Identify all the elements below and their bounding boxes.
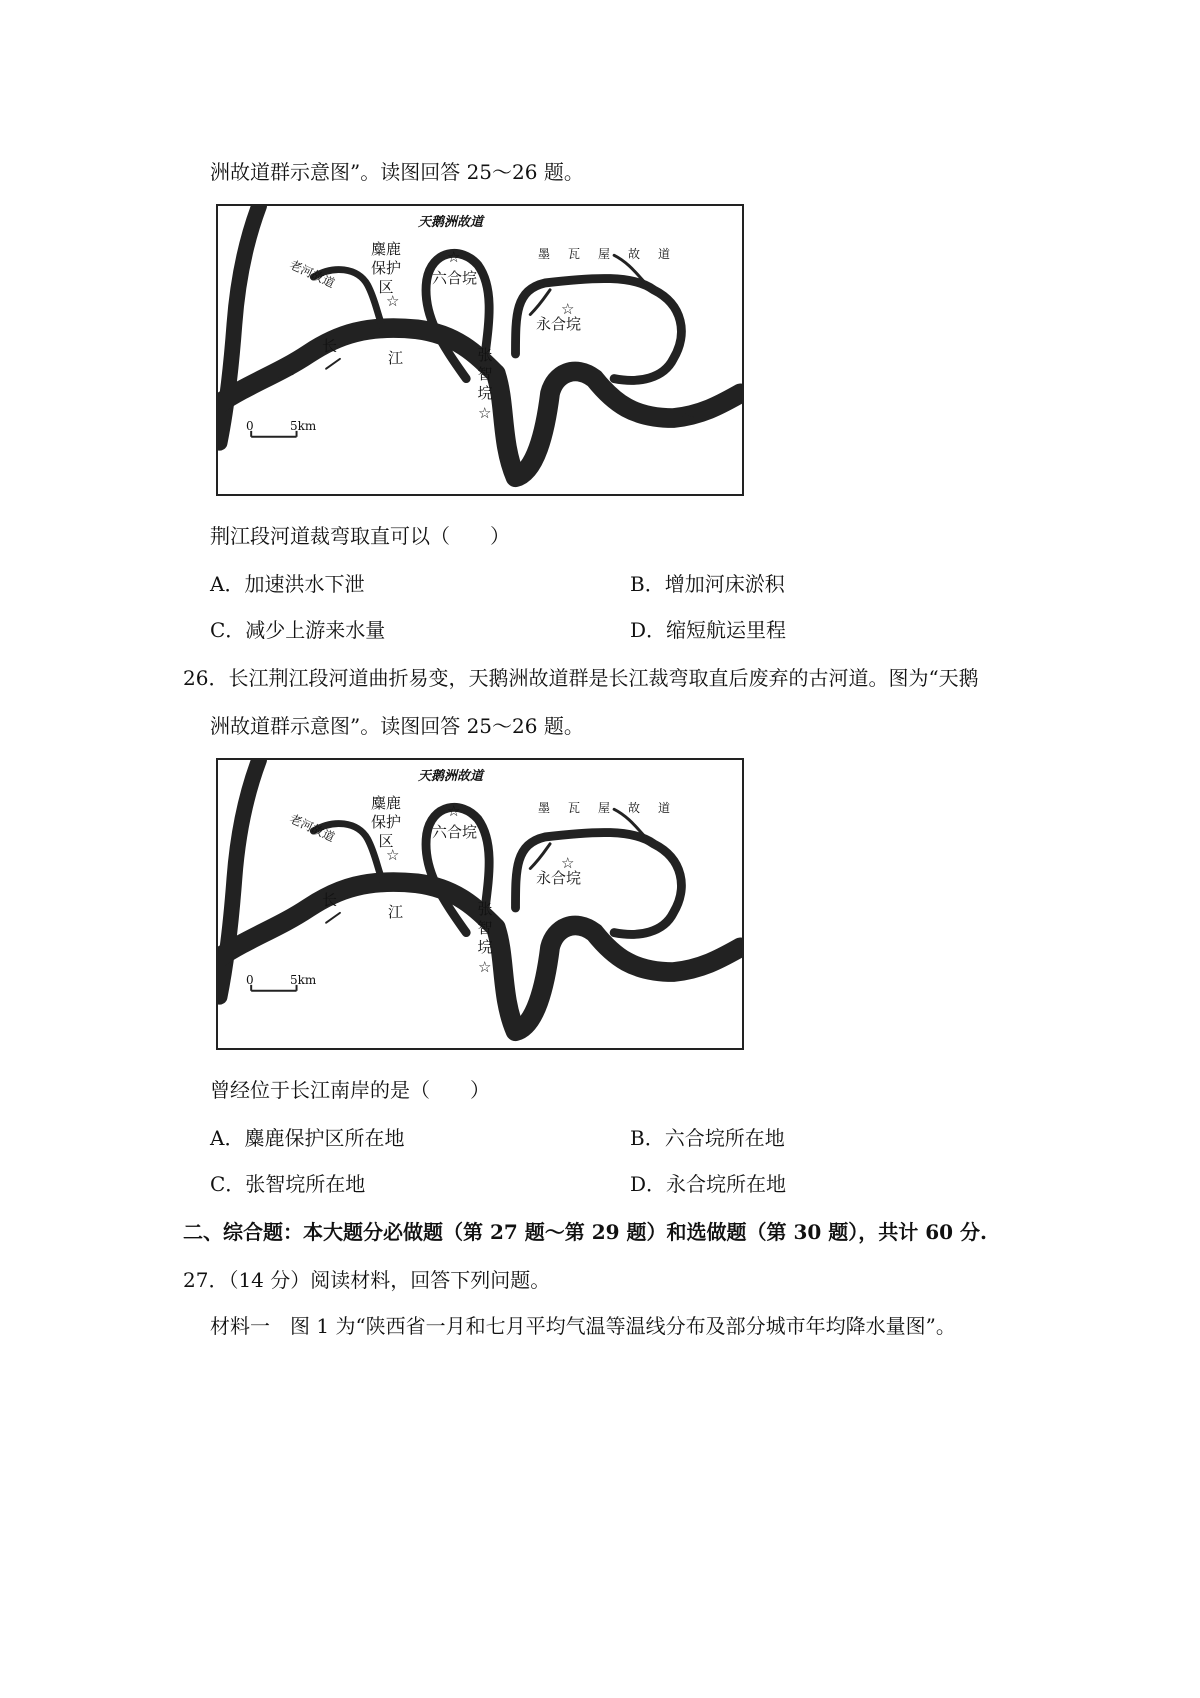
q25-option-b: B．增加河床淤积	[630, 572, 785, 596]
q25-option-a: A．加速洪水下泄	[210, 572, 365, 596]
zhangzhi-label: 张智垸	[477, 900, 493, 956]
q25-option-d: D．缩短航运里程	[630, 618, 787, 642]
jiang-label: 江	[388, 903, 404, 921]
scale-dist-label: 5km	[290, 419, 317, 433]
chang-label: 长	[322, 337, 338, 355]
q26-option-b: B．六合垸所在地	[630, 1126, 785, 1150]
yonghe-star-icon: ☆	[561, 854, 575, 872]
yonghe-label: 永合垸	[536, 315, 582, 333]
liuhe-star-icon: ☆	[447, 802, 461, 820]
map-title-label: 天鹅洲故道	[418, 215, 484, 230]
reserve-label: 麋鹿保护区	[370, 794, 401, 850]
reserve-star-icon: ☆	[386, 846, 400, 864]
tianezhou-map-1	[216, 204, 744, 496]
q26-stem: 曾经位于长江南岸的是（ ）	[210, 1078, 490, 1102]
mowu-label: 墨瓦屋故道	[538, 247, 689, 261]
question-intro-tail: 洲故道群示意图”。读图回答 25～26 题。	[210, 160, 584, 184]
tianezhou-map-2	[216, 758, 744, 1050]
zhangzhi-star-icon: ☆	[478, 404, 492, 422]
mowu-label: 墨瓦屋故道	[538, 801, 689, 815]
q26-option-c: C．张智垸所在地	[210, 1172, 366, 1196]
zhangzhi-star-icon: ☆	[478, 958, 492, 976]
reserve-star-icon: ☆	[386, 292, 400, 310]
yonghe-label: 永合垸	[536, 869, 582, 887]
liuhe-label: 六合垸	[432, 269, 478, 287]
q26-intro-line1: 26．长江荆江段河道曲折易变，天鹅洲故道群是长江裁弯取直后废弃的古河道。图为“天鹅	[183, 666, 979, 690]
q25-option-c: C．减少上游来水量	[210, 618, 386, 642]
q27-material1: 材料一 图 1 为“陕西省一月和七月平均气温等温线分布及部分城市年均降水量图”。	[210, 1314, 956, 1338]
reserve-label: 麋鹿保护区	[370, 240, 401, 296]
q26-intro-line2: 洲故道群示意图”。读图回答 25～26 题。	[210, 714, 584, 738]
laohe-label: 老河故道	[287, 257, 337, 291]
q27-intro: 27．（14 分）阅读材料，回答下列问题。	[183, 1268, 551, 1292]
map-title-label: 天鹅洲故道	[418, 769, 484, 784]
q26-option-d: D．永合垸所在地	[630, 1172, 787, 1196]
scale-dist-label: 5km	[290, 973, 317, 987]
scale-zero-label: 0	[246, 973, 254, 987]
liuhe-star-icon: ☆	[447, 248, 461, 266]
scale-zero-label: 0	[246, 419, 254, 433]
section2-heading: 二、综合题：本大题分必做题（第 27 题～第 29 题）和选做题（第 30 题），共计 60 分.	[183, 1220, 987, 1244]
jiang-label: 江	[388, 349, 404, 367]
zhangzhi-label: 张智垸	[477, 346, 493, 402]
q26-option-a: A．麋鹿保护区所在地	[210, 1126, 405, 1150]
chang-label: 长	[322, 891, 338, 909]
q25-stem: 荆江段河道裁弯取直可以（ ）	[210, 524, 510, 548]
liuhe-label: 六合垸	[432, 823, 478, 841]
yonghe-star-icon: ☆	[561, 300, 575, 318]
laohe-label: 老河故道	[287, 811, 337, 845]
